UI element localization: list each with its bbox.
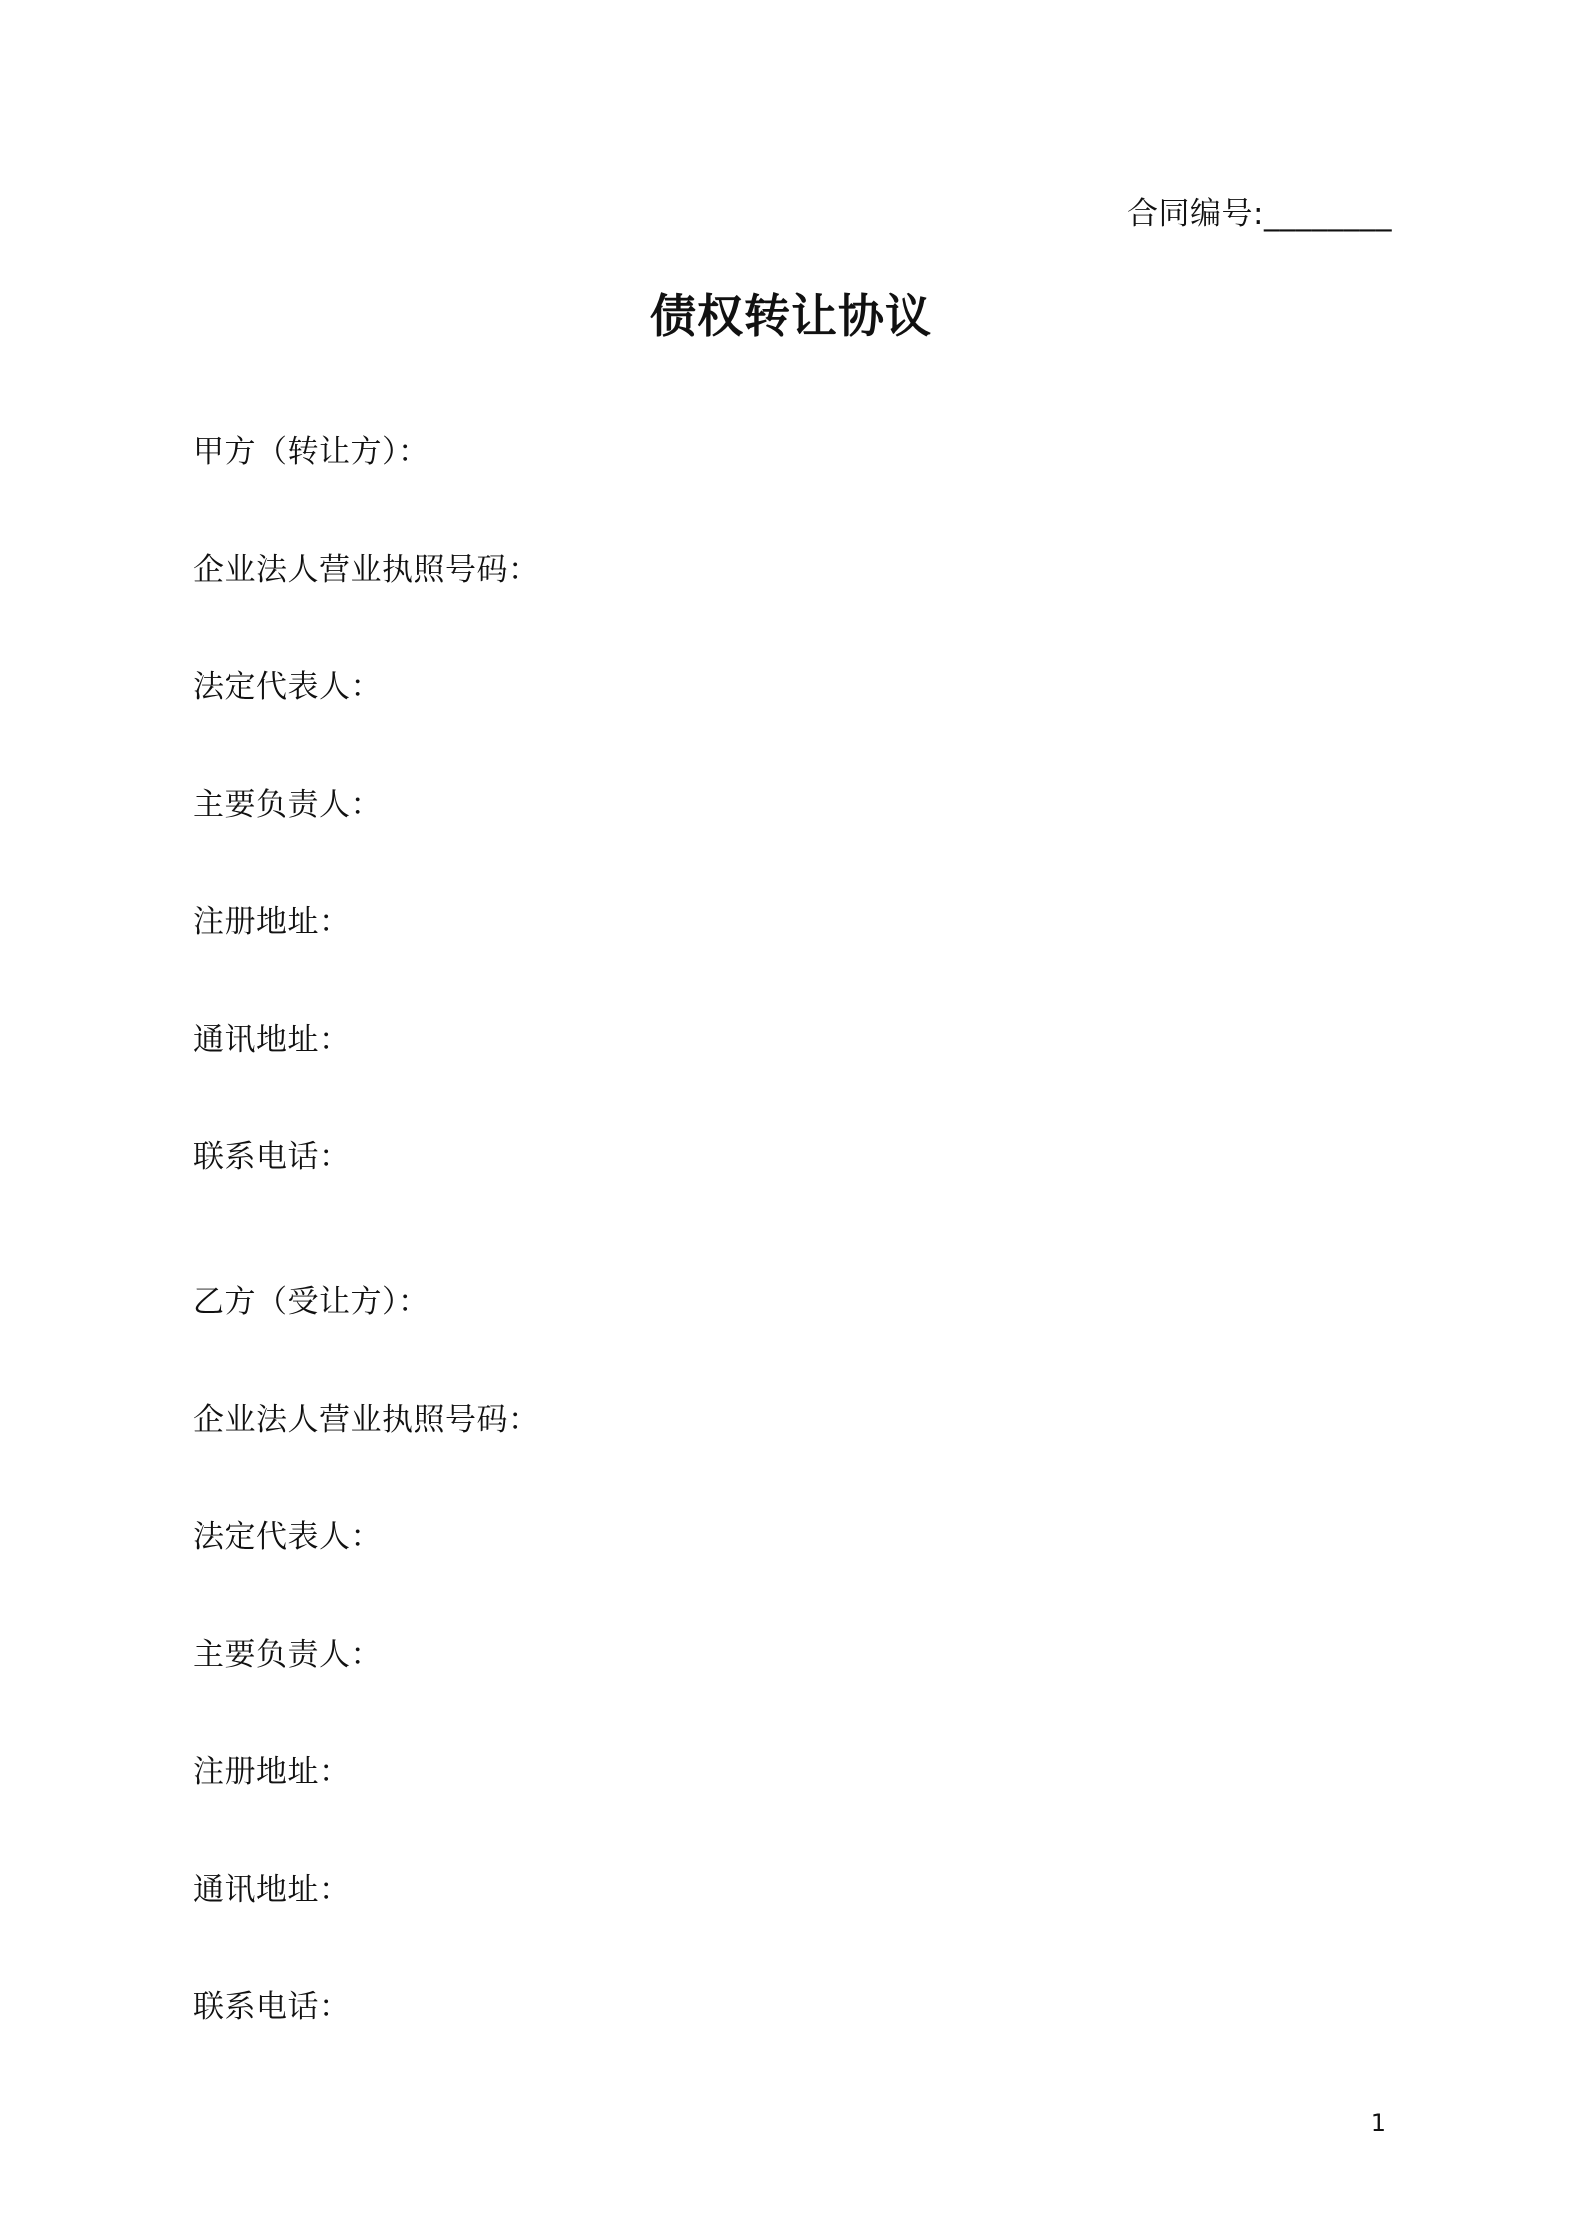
party-a-license-number-label: 企业法人营业执照号码： [193, 551, 540, 588]
party-b-mailing-address-label: 通讯地址： [193, 1871, 351, 1908]
page-number: 1 [1370, 2109, 1386, 2137]
party-b-license-number-label: 企业法人营业执照号码： [193, 1401, 540, 1438]
party-a-mailing-address-label: 通讯地址： [193, 1021, 351, 1058]
party-b-principal-label: 主要负责人： [193, 1636, 382, 1673]
party-a-heading: 甲方（转让方）： [193, 434, 430, 470]
document-title: 债权转让协议 [650, 289, 932, 343]
contract-number-label: 合同编号:________ [1127, 196, 1392, 232]
party-b-legal-representative-label: 法定代表人： [193, 1519, 382, 1555]
party-a-legal-representative-label: 法定代表人： [193, 669, 382, 705]
party-b-registered-address-label: 注册地址： [193, 1754, 351, 1790]
party-a-principal-label: 主要负责人： [193, 786, 382, 823]
party-b-phone-label: 联系电话： [193, 1989, 351, 2025]
party-a-phone-label: 联系电话： [193, 1139, 351, 1175]
party-b-heading: 乙方（受让方）： [193, 1284, 430, 1320]
party-a-section [193, 430, 1393, 1253]
party-a-registered-address-label: 注册地址： [193, 904, 351, 940]
party-b-section [193, 1280, 1393, 2103]
